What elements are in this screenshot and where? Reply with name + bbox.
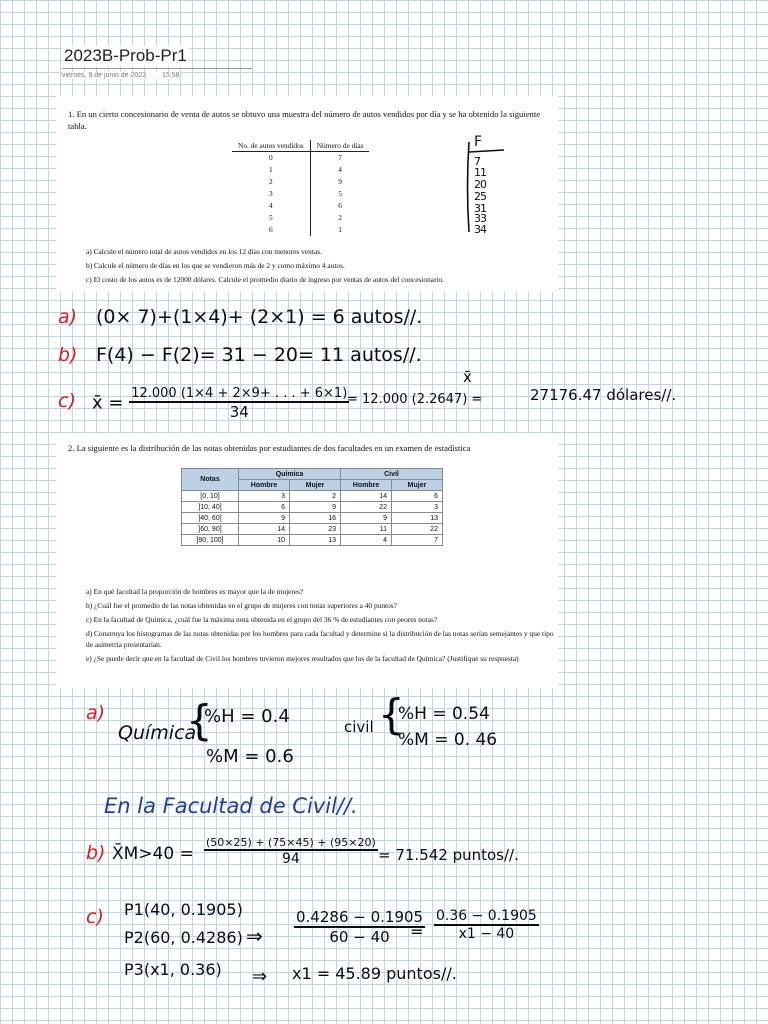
table-cell: 6 (392, 491, 443, 502)
table-row (182, 535, 443, 546)
table-row (182, 513, 443, 524)
f-value: 34 (474, 223, 486, 236)
table-cell: [0, 10] (182, 491, 239, 502)
list-item: d) Construya los histogramas de las notas obtenidas por los hombres para cada facultad y determine si la distribución de las notas serían semejantes y que tipo de asimetría presentarían. (86, 629, 554, 649)
table-cell: 22 (341, 502, 392, 513)
table-cell: 3 (392, 502, 443, 513)
fraction-denominator: x1 − 40 (458, 926, 515, 942)
table-cell: ]40, 60] (182, 513, 239, 524)
table-cell: 2 (338, 213, 342, 222)
table-cell: 2 (232, 176, 310, 188)
fraction-denominator: 94 (281, 851, 300, 867)
slope-fraction-2 (434, 908, 539, 942)
answer-1c-fraction (129, 386, 349, 421)
table-row (232, 188, 369, 200)
page-title: 2023B-Prob-Pr1 (64, 46, 187, 65)
question-2-printout (56, 434, 558, 688)
fraction-numerator: 12.000 (1×4 + 2×9+ . . . + 6×1) (131, 386, 348, 401)
answer-2b-lhs: X̄M>40 = (112, 844, 194, 864)
table-cell: 7 (392, 535, 443, 546)
list-item: e) ¿Se puede decir que en la facultad de Civil los hombres tuvieron mejores resultados que los de la facultad de Química? (Justifique su respuesta) (86, 654, 519, 663)
list-item: a) En qué facultad la proporción de hombres es mayor que la de mujeres? (86, 587, 304, 596)
point-p2: P2(60, 0.4286) (124, 928, 243, 947)
subheader: Hombre (239, 480, 290, 491)
subheader: Mujer (290, 480, 341, 491)
fraction-denominator: 60 − 40 (329, 928, 390, 946)
fraction-numerator: 0.36 − 0.1905 (436, 908, 537, 924)
question-1-text: 1. En un cierto concesionario de venta de autos se obtuvo una muestra del número de autos vendidos por día y se ha obtenido la siguiente tabla. (68, 109, 541, 131)
fraction (434, 908, 539, 942)
list-item: b) ¿Cuál fue el promedio de las notas obtenidas en el grupo de mujeres con notas superiores a 40 puntos? (86, 601, 397, 610)
table-cell: 9 (290, 502, 341, 513)
table-cell: 11 (341, 524, 392, 535)
answer-2c-label: c) (86, 906, 104, 928)
answer-1a-label: a) (58, 306, 78, 328)
table-cell: 23 (290, 524, 341, 535)
answer-1a: (0× 7)+(1×4)+ (2×1) = 6 autos//. (96, 306, 423, 328)
note-meta (62, 72, 180, 79)
table-cell: ]10, 40] (182, 502, 239, 513)
slope-fraction-1 (294, 908, 425, 946)
handwritten-f-column (466, 136, 506, 236)
table-cell: 5 (338, 189, 342, 198)
table-row (182, 491, 443, 502)
answer-2a-label: a) (86, 702, 106, 724)
quimica-m: %M = 0.6 (206, 746, 294, 767)
table-row (232, 164, 369, 176)
quimica-header: Química (239, 469, 341, 480)
autos-table (232, 140, 369, 236)
fraction-numerator: (50×25) + (75×45) + (95×20) (206, 836, 376, 849)
table-row (232, 152, 369, 165)
table-cell: 4 (338, 165, 342, 174)
civil-m: %M = 0. 46 (398, 730, 498, 750)
table-cell: 3 (239, 491, 290, 502)
quimica-label: Química (118, 722, 197, 744)
civil-label: civil (344, 718, 374, 736)
f-value: 25 (474, 190, 486, 203)
answer-1c-label: c) (58, 390, 76, 412)
list-item: c) En la facultad de Química, ¿cuál fue la máxima nota obtenida en el grupo del 36 % de estudiantes con peores notas? (86, 615, 438, 624)
table-cell: 4 (232, 200, 310, 212)
question-2-text: 2. La siguiente es la distribución de las notas obtenidas por estudiantes de dos facultades en un examen de estadística (68, 443, 471, 453)
notas-table (181, 468, 443, 546)
civil-header: Civil (341, 469, 443, 480)
table-cell: 3 (232, 188, 310, 200)
answer-1b-label: b) (58, 344, 78, 366)
fraction (294, 908, 425, 946)
table-cell: 9 (341, 513, 392, 524)
table-cell: 14 (239, 524, 290, 535)
xbar-annotation: x̄ (463, 368, 472, 386)
table-cell: 0 (232, 152, 310, 165)
table-cell: ]60, 90] (182, 524, 239, 535)
answer-1c-middle: = 12.000 (2.2647) = (347, 392, 483, 407)
table-cell: 9 (338, 177, 342, 186)
notas-header: Notas (182, 469, 239, 491)
table-cell: 16 (290, 513, 341, 524)
f-value: 11 (474, 166, 486, 179)
table-cell: 4 (341, 535, 392, 546)
f-value: 7 (474, 155, 480, 168)
table-cell: 6 (338, 201, 342, 210)
point-p3: P3(x1, 0.36) (124, 960, 222, 979)
point-p1: P1(40, 0.1905) (124, 900, 243, 919)
answer-2a-conclusion: En la Facultad de Civil//. (104, 794, 358, 818)
table-row (232, 176, 369, 188)
subheader: Hombre (341, 480, 392, 491)
answer-2c-result: x1 = 45.89 puntos//. (292, 964, 457, 983)
answer-2b-label: b) (86, 842, 106, 864)
question-1-items (86, 246, 556, 288)
fraction-denominator: 34 (229, 403, 249, 421)
table-cell: 9 (239, 513, 290, 524)
title-underline (62, 68, 252, 69)
table-cell: 13 (392, 513, 443, 524)
table-cell: 6 (232, 224, 310, 236)
table-cell: 2 (290, 491, 341, 502)
table-cell: ]90, 100] (182, 535, 239, 546)
table-cell: 13 (290, 535, 341, 546)
table-row (182, 524, 443, 535)
civil-h: %H = 0.54 (398, 704, 490, 724)
f-header: F (474, 134, 482, 150)
f-value: 20 (474, 178, 486, 191)
table-cell: 7 (338, 153, 342, 162)
table-row (232, 212, 369, 224)
autos-col-header: No. de autos vendidos (232, 140, 310, 152)
table-cell: 10 (239, 535, 290, 546)
subheader: Mujer (392, 480, 443, 491)
note-date: viernes, 9 de junio de 2023 (62, 72, 147, 79)
table-cell: 1 (338, 225, 342, 234)
answer-1c-result: 27176.47 dólares//. (530, 386, 677, 404)
dias-col-header: Número de días (310, 140, 369, 152)
f-column-strokes (466, 136, 506, 236)
arrow-1: ⇒ (246, 924, 263, 948)
question-2-items (86, 586, 556, 667)
list-item: b) Calcule el número de días en los que se vendieron más de 2 y como máximo 4 autos. (86, 261, 345, 270)
f-value: 31 (474, 202, 486, 215)
table-cell: 5 (232, 212, 310, 224)
f-value: 33 (474, 212, 486, 225)
fraction-numerator: 0.4286 − 0.1905 (296, 908, 424, 926)
xbar-symbol: x̄ = (92, 392, 124, 414)
civil-brace: { (378, 690, 405, 739)
answer-1c (92, 386, 349, 421)
table-row (232, 200, 369, 212)
question-1-printout (56, 96, 558, 292)
table-row (232, 224, 369, 236)
equals-sign: = (410, 922, 424, 941)
answer-2b-fraction (204, 836, 378, 867)
table-cell: 6 (239, 502, 290, 513)
arrow-2: ⇒ (252, 966, 268, 987)
answer-1b: F(4) − F(2)= 31 − 20= 11 autos//. (96, 344, 422, 366)
answer-2b-result: = 71.542 puntos//. (378, 846, 519, 864)
table-cell: 14 (341, 491, 392, 502)
table-row (182, 502, 443, 513)
list-item: c) El costo de los autos es de 12000 dólares. Calcule el promedio diario de ingreso por ventas de autos del concesionario. (86, 275, 445, 284)
list-item: a) Calcule el número total de autos vendidos en los 12 días con menores ventas. (86, 247, 322, 256)
note-time: 15:58 (162, 72, 180, 79)
quimica-h: %H = 0.4 (204, 706, 290, 727)
table-cell: 22 (392, 524, 443, 535)
table-cell: 1 (232, 164, 310, 176)
quimica-brace: { (186, 696, 213, 745)
fraction (204, 836, 378, 867)
